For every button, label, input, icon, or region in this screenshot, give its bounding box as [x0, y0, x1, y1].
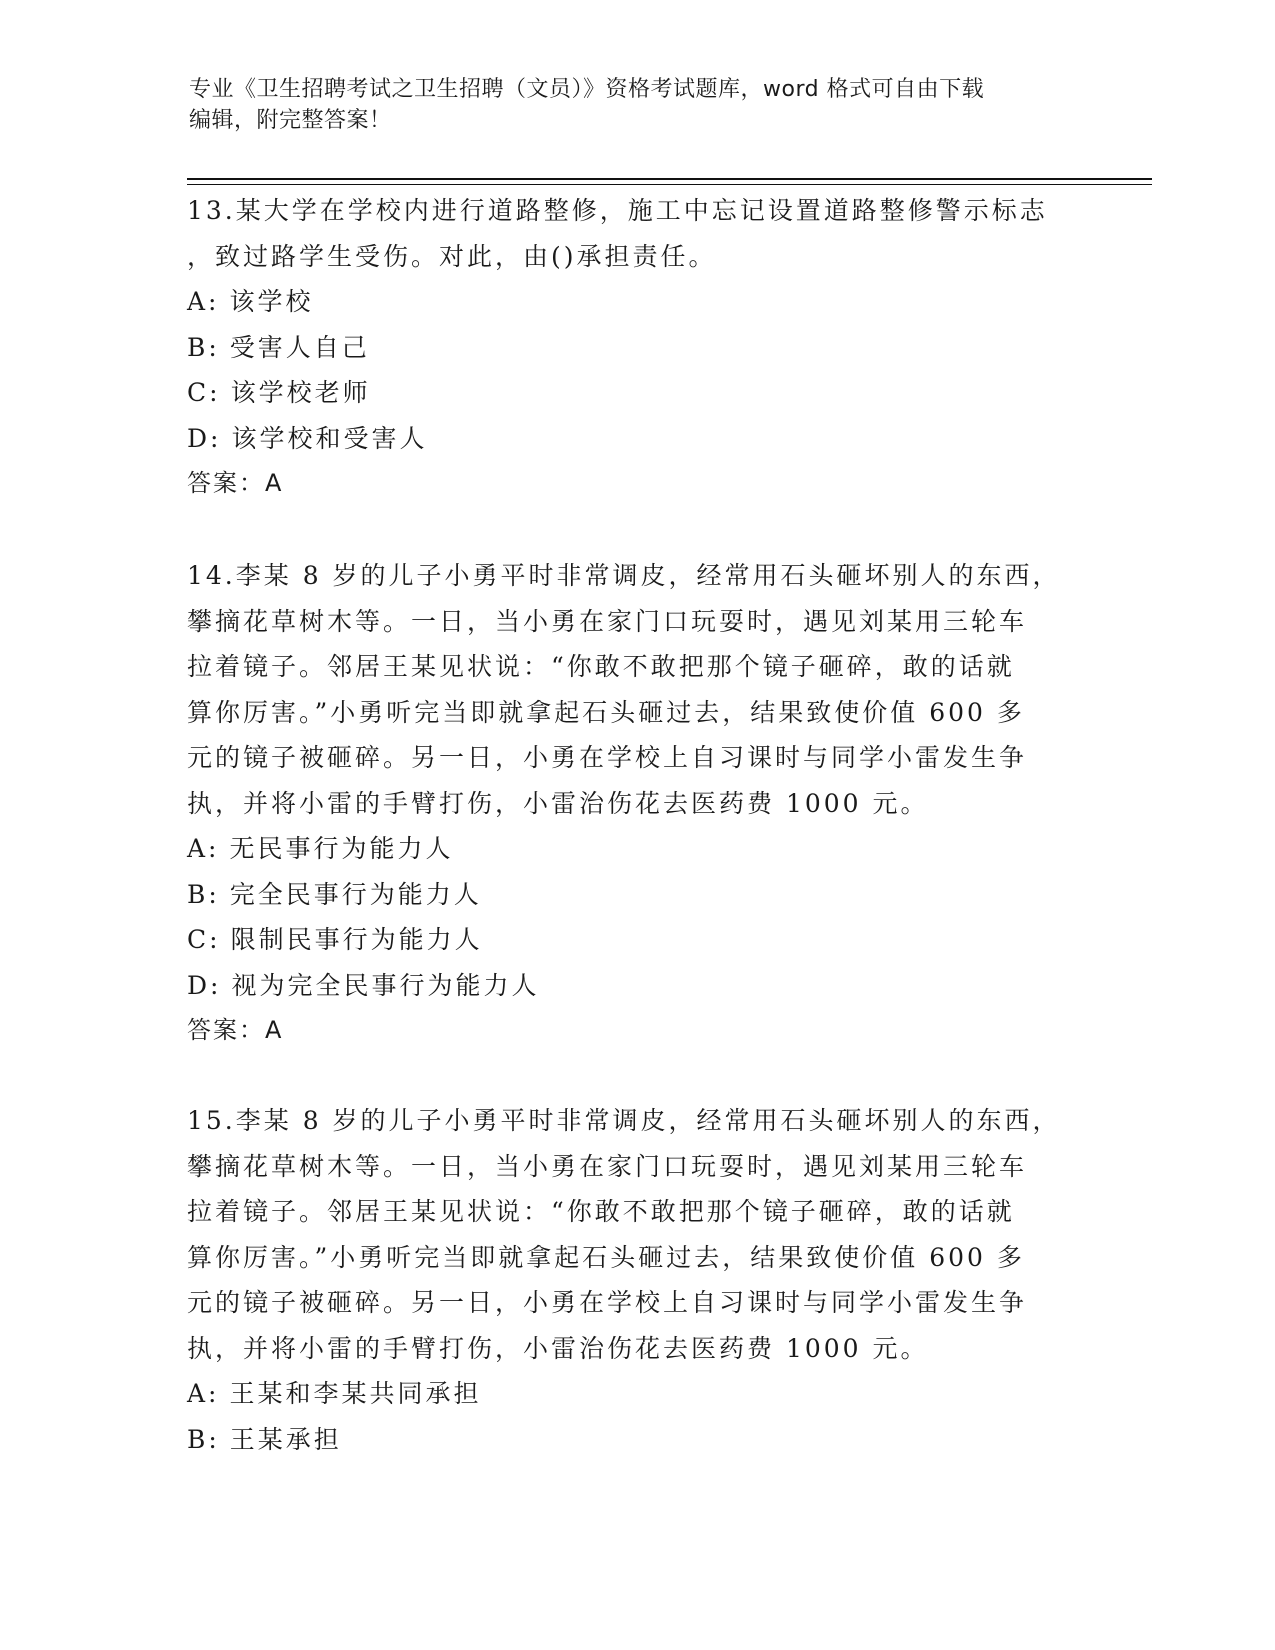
option-letter: C:: [187, 925, 221, 954]
question-stem-line: 15.李某 8 岁的儿子小勇平时非常调皮，经常用石头砸坏别人的东西，: [187, 1106, 1061, 1135]
option-text: 受害人自己: [229, 332, 370, 362]
question-13: [187, 188, 1087, 507]
option-text: 该学校和受害人: [231, 423, 428, 453]
question-stem-line: 算你厉害。”小勇听完当即就拿起石头砸过去，结果致使价值 600 多: [187, 697, 1025, 727]
option-a: [187, 279, 1087, 325]
option-text: 限制民事行为能力人: [230, 925, 483, 954]
document-header: [189, 74, 1069, 136]
option-text: 无民事行为能力人: [229, 834, 454, 863]
option-letter: C:: [187, 378, 221, 407]
header-divider-thick: [187, 178, 1152, 180]
answer-line: 答案：A: [187, 1016, 284, 1044]
option-d: [187, 416, 1087, 462]
option-letter: B:: [187, 332, 220, 362]
question-stem-line: 执，并将小雷的手臂打伤，小雷治伤花去医药费 1000 元。: [187, 1333, 929, 1363]
option-text: 王某和李某共同承担: [229, 1379, 482, 1408]
option-letter: D:: [187, 423, 222, 453]
option-letter: B:: [187, 879, 220, 909]
option-text: 该学校老师: [230, 378, 371, 407]
header-divider-thin: [187, 184, 1152, 185]
option-d: [187, 963, 1087, 1009]
option-text: 王某承担: [229, 1424, 342, 1454]
header-line-1: 专业《卫生招聘考试之卫生招聘（文员）》资格考试题库，word 格式可自由下载: [189, 77, 985, 102]
option-letter: B:: [187, 1424, 220, 1454]
option-text: 视为完全民事行为能力人: [231, 970, 540, 1000]
question-stem-line: 14.李某 8 岁的儿子小勇平时非常调皮，经常用石头砸坏别人的东西，: [187, 561, 1061, 590]
header-line-2: 编辑，附完整答案！: [189, 108, 392, 133]
question-stem-line: 元的镜子被砸碎。另一日，小勇在学校上自习课时与同学小雷发生争: [187, 743, 1028, 772]
option-b: [187, 872, 1087, 918]
option-text: 该学校: [229, 287, 314, 316]
question-stem-line: 拉着镜子。邻居王某见状说：“你敢不敢把那个镜子砸碎，敢的话就: [187, 652, 1015, 681]
option-text: 完全民事行为能力人: [229, 879, 482, 909]
option-letter: D:: [187, 970, 222, 1000]
question-stem-line: 13.某大学在学校内进行道路整修，施工中忘记设置道路整修警示标志: [187, 196, 1048, 225]
option-a: [187, 826, 1087, 872]
option-letter: A:: [187, 834, 220, 863]
option-letter: A:: [187, 287, 220, 316]
question-stem-line: 攀摘花草树木等。一日，当小勇在家门口玩耍时，遇见刘某用三轮车: [187, 606, 1028, 636]
option-letter: A:: [187, 1379, 220, 1408]
option-a: [187, 1371, 1087, 1417]
question-stem-line: 拉着镜子。邻居王某见状说：“你敢不敢把那个镜子砸碎，敢的话就: [187, 1197, 1015, 1226]
question-stem-line: 算你厉害。”小勇听完当即就拿起石头砸过去，结果致使价值 600 多: [187, 1242, 1025, 1272]
question-stem-line: 元的镜子被砸碎。另一日，小勇在学校上自习课时与同学小雷发生争: [187, 1288, 1028, 1317]
question-15: [187, 1098, 1087, 1462]
option-c: [187, 917, 1087, 963]
option-b: [187, 1417, 1087, 1463]
question-stem-line: ，致过路学生受伤。对此，由()承担责任。: [187, 241, 717, 271]
option-b: [187, 325, 1087, 371]
answer-line: 答案：A: [187, 469, 284, 497]
question-stem-line: 执，并将小雷的手臂打伤，小雷治伤花去医药费 1000 元。: [187, 788, 929, 818]
question-stem-line: 攀摘花草树木等。一日，当小勇在家门口玩耍时，遇见刘某用三轮车: [187, 1151, 1028, 1181]
question-14: [187, 553, 1087, 1054]
option-c: [187, 370, 1087, 416]
